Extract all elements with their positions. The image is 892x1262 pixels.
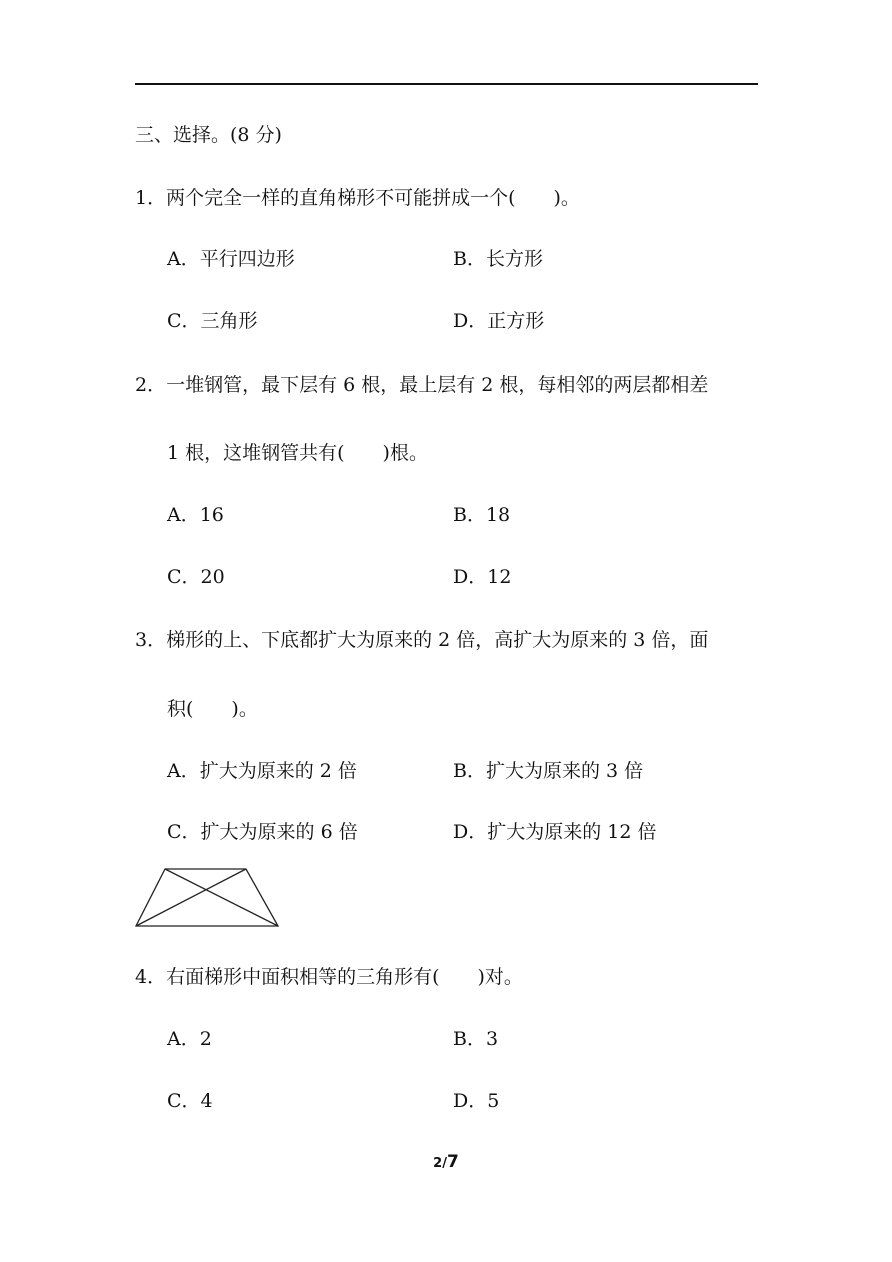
question-4-text: 4．右面梯形中面积相等的三角形有( )对。 <box>135 966 523 988</box>
page-total: 7 <box>446 1152 459 1172</box>
page-number <box>0 1152 892 1172</box>
page-current: 2/ <box>433 1156 447 1171</box>
question-4-option-d[interactable]: D．5 <box>453 1090 500 1112</box>
question-3-option-d[interactable]: D．扩大为原来的 12 倍 <box>453 821 657 843</box>
question-4-option-a[interactable]: A．2 <box>167 1028 212 1050</box>
question-3-option-a[interactable]: A．扩大为原来的 2 倍 <box>167 760 357 782</box>
trapezoid-figure <box>133 866 283 930</box>
question-4-option-b[interactable]: B．3 <box>453 1028 499 1050</box>
question-1-option-c[interactable]: C．三角形 <box>167 310 258 332</box>
question-1-text: 1．两个完全一样的直角梯形不可能拼成一个( )。 <box>135 187 580 209</box>
question-2-option-d[interactable]: D．12 <box>453 566 512 588</box>
question-2-option-b[interactable]: B．18 <box>453 504 511 526</box>
question-3-option-b[interactable]: B．扩大为原来的 3 倍 <box>453 760 644 782</box>
question-3-text: 3．梯形的上、下底都扩大为原来的 2 倍，高扩大为原来的 3 倍，面 <box>135 629 709 651</box>
trapezoid-outline <box>136 869 278 926</box>
trapezoid-diagonal-1 <box>165 869 278 926</box>
trapezoid-diagonal-2 <box>136 869 246 926</box>
question-1-option-b[interactable]: B．长方形 <box>453 248 543 270</box>
question-1-option-a[interactable]: A．平行四边形 <box>167 248 295 270</box>
header-rule <box>135 83 758 85</box>
question-3-text-continued: 积( )。 <box>167 698 258 720</box>
question-4-option-c[interactable]: C．4 <box>167 1090 213 1112</box>
question-2-option-a[interactable]: A．16 <box>167 504 224 526</box>
question-2-text: 2．一堆钢管，最下层有 6 根，最上层有 2 根，每相邻的两层都相差 <box>135 374 709 396</box>
question-1-option-d[interactable]: D．正方形 <box>453 310 545 332</box>
section-heading: 三、选择。(8 分) <box>135 124 282 146</box>
question-2-text-continued: 1 根，这堆钢管共有( )根。 <box>167 442 428 464</box>
question-3-option-c[interactable]: C．扩大为原来的 6 倍 <box>167 821 358 843</box>
question-2-option-c[interactable]: C．20 <box>167 566 225 588</box>
